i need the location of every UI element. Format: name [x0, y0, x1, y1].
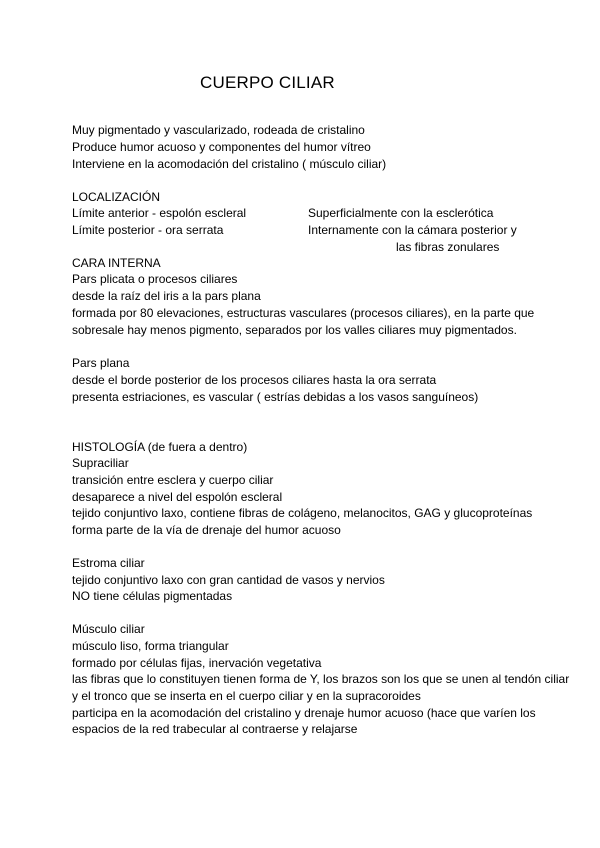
intro-line: Produce humor acuoso y componentes del humor vítreo [72, 140, 371, 154]
page-title: CUERPO CILIAR [200, 73, 335, 92]
musculo-line: participa en la acomodación del cristalino y drenaje humor acuoso (hace que varíen los [72, 706, 536, 720]
musculo-line: las fibras que lo constituyen tienen forma de Y, los brazos son los que se unen al tendón ciliar [72, 672, 570, 686]
localizacion-anterior: Límite anterior - espolón escleral [72, 206, 247, 220]
estroma-heading: Estroma ciliar [72, 556, 145, 570]
musculo-line: formado por células fijas, inervación vegetativa [72, 656, 322, 670]
localizacion-anterior-relation: Superficialmente con la esclerótica [308, 206, 494, 220]
section-heading-pars-plana: Pars plana [72, 356, 130, 370]
localizacion-posterior: Límite posterior - ora serrata [72, 223, 224, 237]
intro-line: Muy pigmentado y vascularizado, rodeada de cristalino [72, 123, 365, 137]
musculo-line: y el tronco que se inserta en el cuerpo ciliar y en la supracoroides [72, 689, 421, 703]
localizacion-posterior-relation-cont: las fibras zonulares [396, 240, 500, 254]
pars-plana-line: desde el borde posterior de los procesos ciliares hasta la ora serrata [72, 373, 437, 387]
cara-interna-line: desde la raíz del iris a la pars plana [72, 289, 261, 303]
supraciliar-line: desaparece a nivel del espolón escleral [72, 490, 283, 504]
pars-plana-line: presenta estriaciones, es vascular ( estrías debidas a los vasos sanguíneos) [72, 390, 479, 404]
musculo-line: músculo liso, forma triangular [72, 639, 229, 653]
estroma-line: tejido conjuntivo laxo con gran cantidad de vasos y nervios [72, 573, 385, 587]
supraciliar-line: forma parte de la vía de drenaje del humor acuoso [72, 523, 341, 537]
section-heading-localizacion: LOCALIZACIÓN [72, 190, 161, 204]
supraciliar-line: tejido conjuntivo laxo, contiene fibras de colágeno, melanocitos, GAG y glucoproteínas [72, 506, 533, 520]
musculo-heading: Músculo ciliar [72, 622, 145, 636]
estroma-line: NO tiene células pigmentadas [72, 589, 233, 603]
musculo-line: espacios de la red trabecular al contraerse y relajarse [72, 722, 358, 736]
section-heading-cara-interna: CARA INTERNA [72, 256, 161, 270]
localizacion-posterior-relation: Internamente con la cámara posterior y [308, 223, 517, 237]
cara-interna-line: Pars plicata o procesos ciliares [72, 272, 238, 286]
supraciliar-heading: Supraciliar [72, 456, 129, 470]
cara-interna-line: sobresale hay menos pigmento, separados por los valles ciliares muy pigmentados. [72, 323, 517, 337]
cara-interna-line: formada por 80 elevaciones, estructuras vasculares (procesos ciliares), en la parte que [72, 306, 535, 320]
intro-line: Interviene en la acomodación del cristalino ( músculo ciliar) [72, 157, 387, 171]
section-heading-histologia: HISTOLOGÍA (de fuera a dentro) [72, 440, 248, 454]
supraciliar-line: transición entre esclera y cuerpo ciliar [72, 473, 274, 487]
